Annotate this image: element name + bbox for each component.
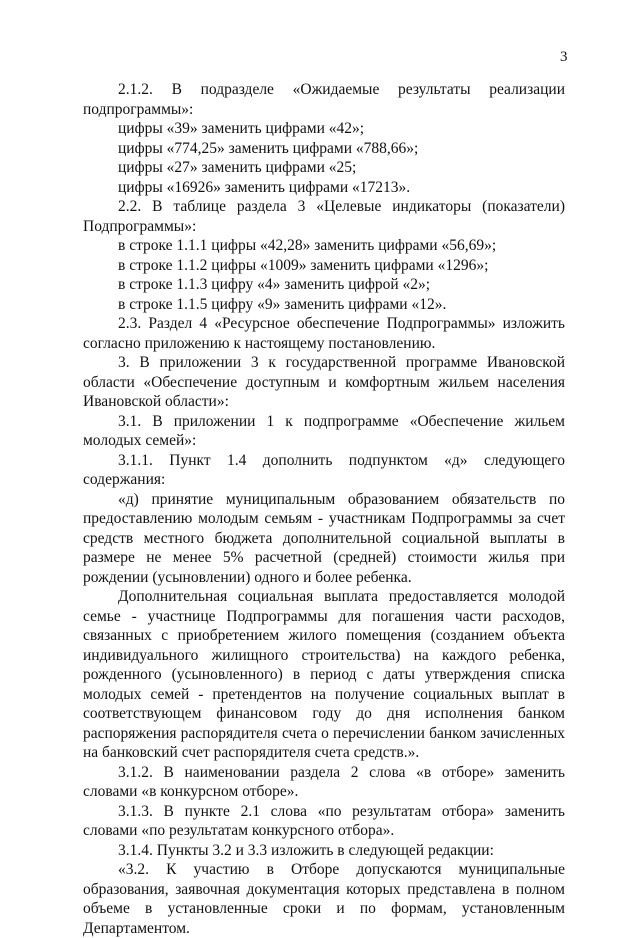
paragraph-3-1-1: 3.1.1. Пункт 1.4 дополнить подпунктом «д» следующего содержания: bbox=[83, 451, 565, 488]
paragraph-3-1: 3.1. В приложении 1 к подпрограмме «Обеспечение жильем молодых семей»: bbox=[83, 412, 565, 449]
paragraph-2-1-2: 2.1.2. В подразделе «Ожидаемые результаты реализации подпрограммы»: bbox=[83, 81, 565, 118]
paragraph-3-2-quote: «3.2. К участию в Отборе допускаются муниципальные образования, заявочная документация которых представлена в полном объеме в установленные сроки и по формам, установленным Департаментом. bbox=[83, 861, 565, 937]
paragraph-additional-payment: Дополнительная социальная выплата предоставляется молодой семье - участнице Подпрограммы для погашения части расходов, связанных с приобретением жилого помещения (созданием объекта индивидуального жилищного строительства) на каждого ребенка, рожденного (усыновленного) в период с даты утверждения списка молодых семей - претендентов на получение социальных выплат в соответствующем финансовом году до дня исполнения банком распоряжения распорядителя счета о перечислении банком зачисленных на банковский счет распорядителя счета средств.». bbox=[83, 588, 565, 761]
paragraph-3-1-2: 3.1.2. В наименовании раздела 2 слова «в отборе» заменить словами «в конкурсном отборе». bbox=[83, 763, 565, 800]
replacement-line: цифры «16926» заменить цифрами «17213». bbox=[118, 178, 411, 196]
page-number: 3 bbox=[560, 49, 568, 65]
replacement-line: цифры «27» заменить цифрами «25; bbox=[118, 159, 357, 176]
paragraph-3: 3. В приложении 3 к государственной программе Ивановской области «Обеспечение доступным и комфортным жильем населения Ивановской области»: bbox=[83, 354, 565, 410]
paragraph-3-1-3: 3.1.3. В пункте 2.1 слова «по результатам отбора» заменить словами «по результатам конкурсного отбора». bbox=[83, 802, 565, 839]
document-body bbox=[83, 80, 565, 938]
replacement-line: цифры «39» заменить цифрами «42»; bbox=[118, 120, 365, 137]
paragraph-3-1-4: 3.1.4. Пункты 3.2 и 3.3 изложить в следующей редакции: bbox=[118, 841, 494, 859]
subparagraph-d: «д) принятие муниципальным образованием обязательств по предоставлению молодым семьям - участникам Подпрограммы за счет средств местного бюджета дополнительной социальной выплаты в размере не менее 5% расчетной (средней) стоимости жилья при рождении (усыновлении) одного и более ребенка. bbox=[83, 490, 565, 586]
table-row-change: в строке 1.1.3 цифру «4» заменить цифрой «2»; bbox=[118, 276, 431, 293]
table-row-change: в строке 1.1.2 цифры «1009» заменить цифрами «1296»; bbox=[118, 256, 489, 274]
paragraph-2-2: 2.2. В таблице раздела 3 «Целевые индикаторы (показатели) Подпрограммы»: bbox=[83, 198, 565, 235]
paragraph-2-3: 2.3. Раздел 4 «Ресурсное обеспечение Подпрограммы» изложить согласно приложению к настоящему постановлению. bbox=[83, 315, 565, 352]
table-row-change: в строке 1.1.5 цифру «9» заменить цифрами «12». bbox=[118, 295, 447, 313]
replacement-line: цифры «774,25» заменить цифрами «788,66»; bbox=[118, 139, 419, 157]
table-row-change: в строке 1.1.1 цифры «42,28» заменить цифрами «56,69»; bbox=[118, 237, 497, 254]
